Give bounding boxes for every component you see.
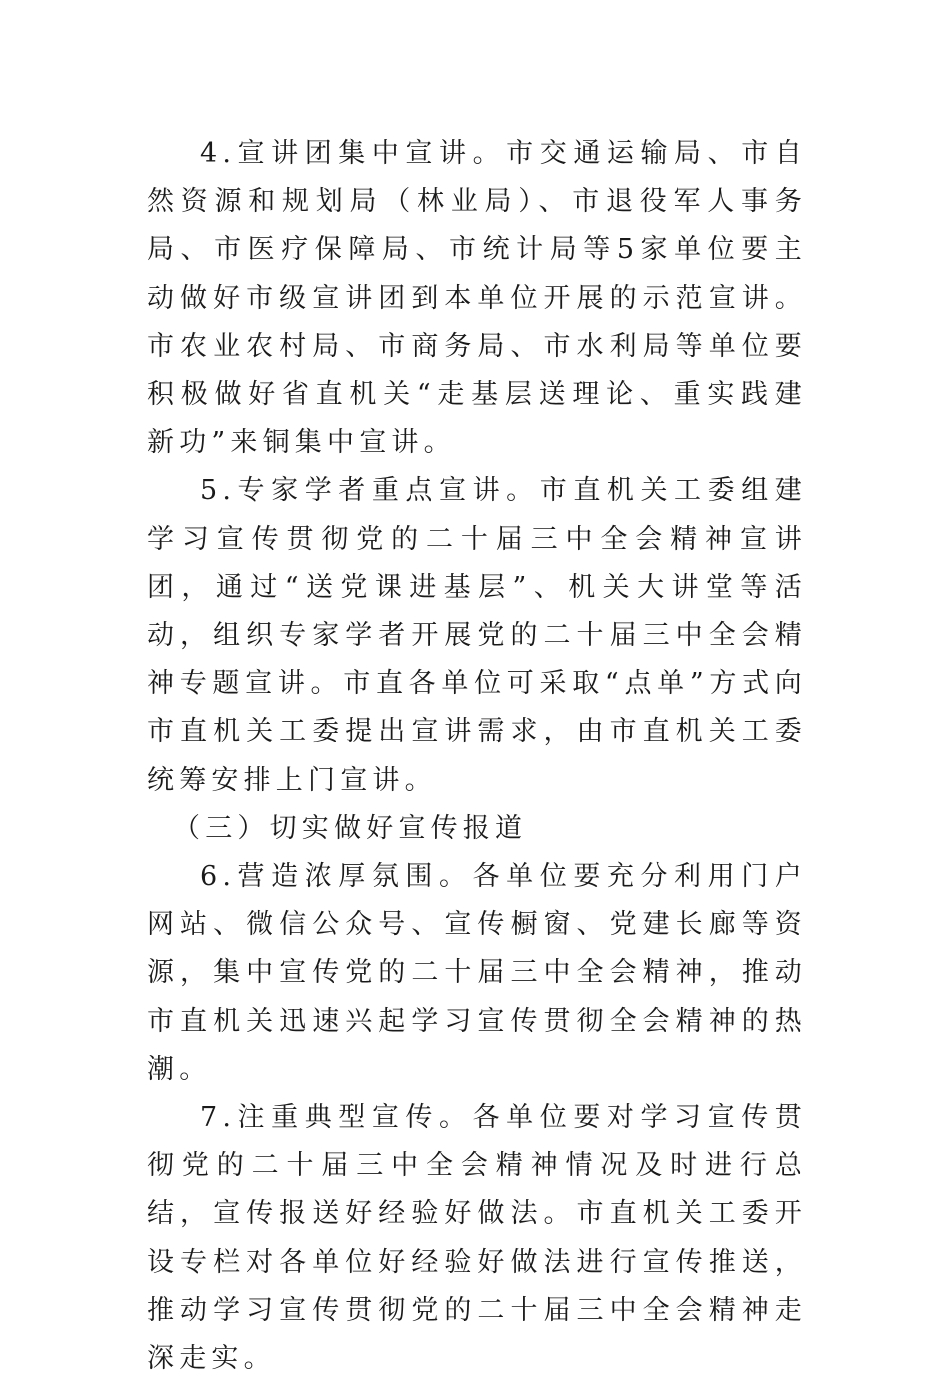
section-heading-3: （三）切实做好宣传报道: [173, 812, 528, 844]
document-body: [147, 130, 807, 1383]
paragraph-item-6: 6.营造浓厚氛围。各单位要充分利用门户网站、微信公众号、宣传橱窗、党建长廊等资源，集中宣传党的二十届三中全会精神，推动市直机关迅速兴起学习宣传贯彻全会精神的热潮。: [147, 861, 807, 1085]
paragraph-item-4: 4.宣讲团集中宣讲。市交通运输局、市自然资源和规划局（林业局）、市退役军人事务局、市医疗保障局、市统计局等5家单位要主动做好市级宣讲团到本单位开展的示范宣讲。市农业农村局、市商务局、市水利局等单位要积极做好省直机关“走基层送理论、重实践建新功”来铜集中宣讲。: [147, 138, 807, 459]
paragraph-item-5: 5.专家学者重点宣讲。市直机关工委组建学习宣传贯彻党的二十届三中全会精神宣讲团，通过“送党课进基层”、机关大讲堂等活动，组织专家学者开展党的二十届三中全会精神专题宣讲。市直各单位可采取“点单”方式向市直机关工委提出宣讲需求，由市直机关工委统筹安排上门宣讲。: [147, 475, 807, 796]
paragraph-item-7: 7.注重典型宣传。各单位要对学习宣传贯彻党的二十届三中全会精神情况及时进行总结，宣传报送好经验好做法。市直机关工委开设专栏对各单位好经验好做法进行宣传推送，推动学习宣传贯彻党的二十届三中全会精神走深走实。: [147, 1102, 807, 1375]
